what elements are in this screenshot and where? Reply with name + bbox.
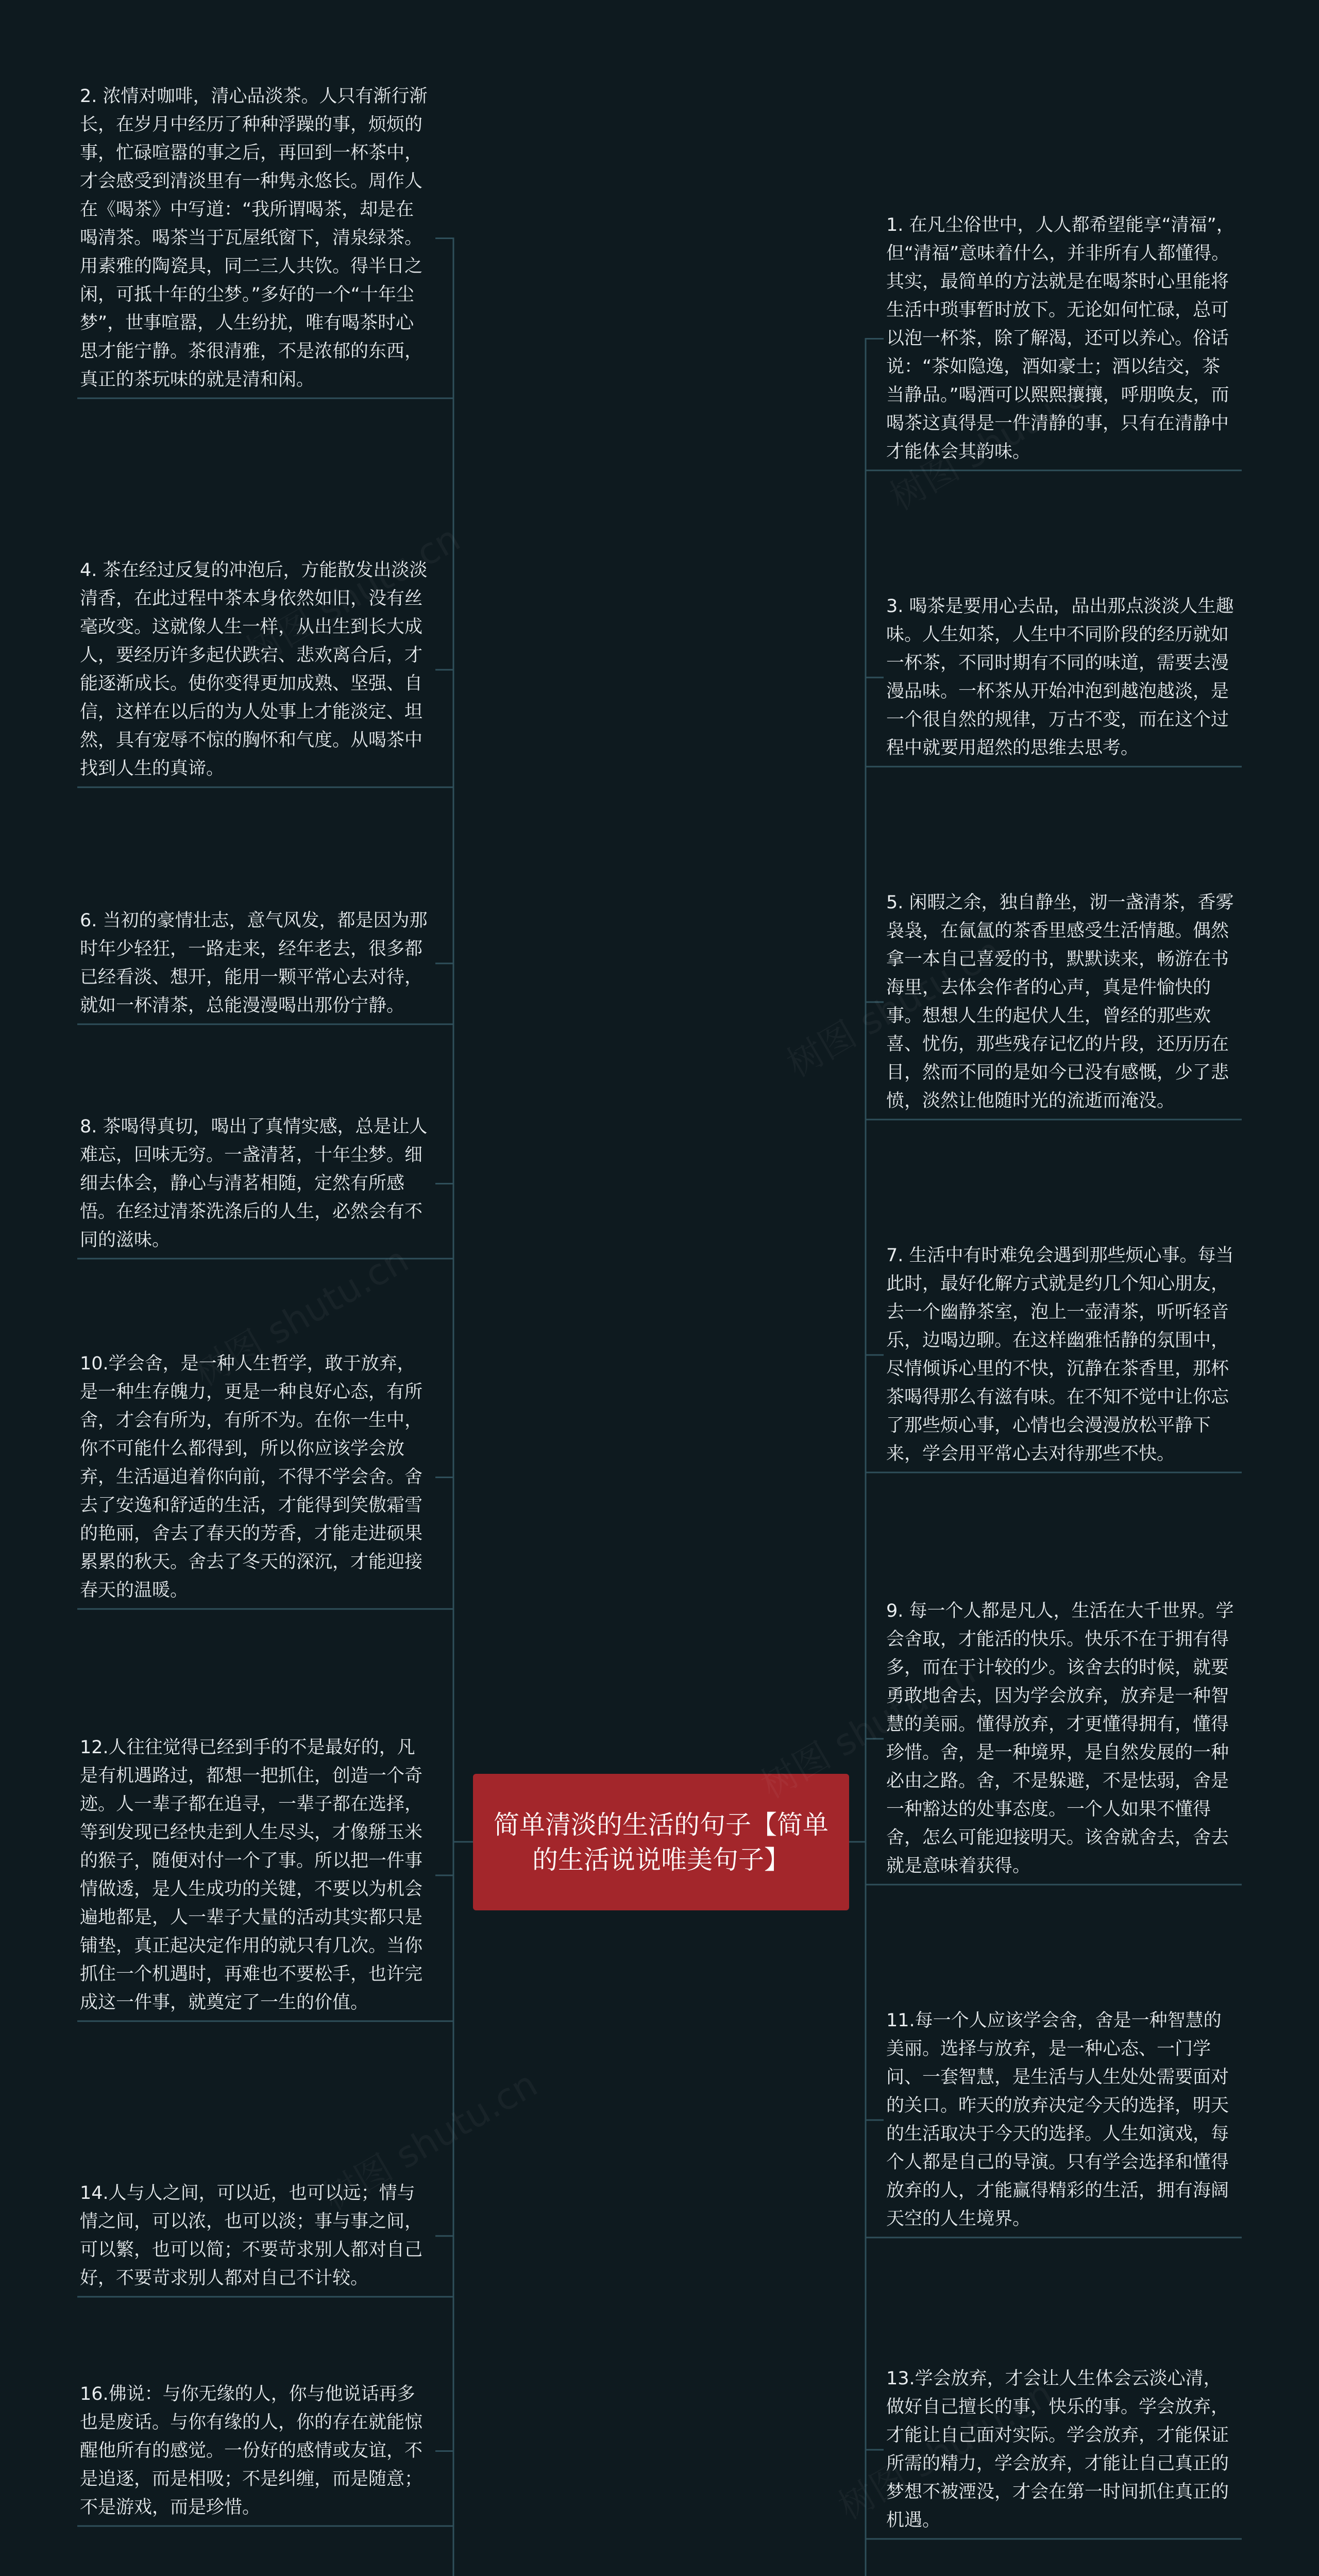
right-topic-node-1[interactable]: 1. 在凡尘俗世中，人人都希望能享“清福”，但“清福”意味着什么，并非所有人都懂得。其实，最简单的方法就是在喝茶时心里能将生活中琐事暂时放下。无论如何忙碌，总可以泡一杯茶，除了解渴，还可以养心。俗话说：“茶如隐逸，酒如豪士；酒以结交，茶当静品。”喝酒可以熙熙攘攘，呼朋唤友，而喝茶这真得是一件清静的事，只有在清静中才能体会其韵味。 <box>886 215 1235 462</box>
center-topic[interactable]: 简单清淡的生活的句子【简单的生活说说唯美句子】 <box>473 1774 849 1910</box>
right-topic-node-2[interactable]: 3. 喝茶是要用心去品，品出那点淡淡人生趣味。人生如茶，人生中不同阶段的经历就如一杯茶，不同时期有不同的味道，需要去漫漫品味。一杯茶从开始冲泡到越泡越淡，是一个很自然的规律，万古不变，而在这个过程中就要用超然的思维去思考。 <box>886 596 1234 758</box>
right-topic-node-7[interactable]: 13.学会放弃，才会让人生体会云淡心清，做好自己擅长的事，快乐的事。学会放弃，才能让自己面对实际。学会放弃，才能保证所需的精力，学会放弃，才能让自己真正的梦想不被湮没，才会在第一时间抓住真正的机遇。 <box>886 2368 1229 2531</box>
left-connector-5 <box>435 1478 473 1842</box>
left-topic-node-2[interactable]: 4. 茶在经过反复的冲泡后，方能散发出淡淡清香，在此过程中茶本身依然如旧，没有丝毫改变。这就像人生一样，从出生到长大成人，要经历许多起伏跌宕、悲欢离合后，才能逐渐成长。使你变得更加成熟、坚强、自信，这样在以后的为人处事上才能淡定、坦然，具有宠辱不惊的胸怀和气度。从喝茶中找到人生的真谛。 <box>80 560 428 779</box>
left-topic-node-3[interactable]: 6. 当初的豪情壮志，意气风发，都是因为那时年少轻狂，一路走来，经年老去，很多都已经看淡、想开，能用一颗平常心去对待，就如一杯清茶，总能漫漫喝出那份宁静。 <box>80 910 428 1016</box>
left-topic-node-1[interactable]: 2. 浓情对咖啡，清心品淡茶。人只有渐行渐长，在岁月中经历了种种浮躁的事，烦烦的事，忙碌喧嚣的事之后，再回到一杯茶中，才会感受到清淡里有一种隽永悠长。周作人在《喝茶》中写道：“我所谓喝茶，却是在喝清茶。喝茶当于瓦屋纸窗下，清泉绿茶。用素雅的陶瓷具，同二三人共饮。得半日之闲，可抵十年的尘梦。”多好的一个“十年尘梦”，世事喧嚣，人生纷扰，唯有喝茶时心思才能宁静。茶很清雅，不是浓郁的东西，真正的茶玩味的就是清和闲。 <box>80 86 428 390</box>
right-topic-node-5[interactable]: 9. 每一个人都是凡人，生活在大千世界。学会舍取，才能活的快乐。快乐不在于拥有得多，而在于计较的少。该舍去的时候，就要勇敢地舍去，因为学会放弃，放弃是一种智慧的美丽。懂得放弃，才更懂得拥有，懂得珍惜。舍，是一种境界，是自然发展的一种必由之路。舍，不是躲避，不是怯弱，舍是一种豁达的处事态度。一个人如果不懂得舍，怎么可能迎接明天。该舍就舍去，舍去就是意味着获得。 <box>886 1601 1234 1876</box>
right-connector-5 <box>849 1739 884 1842</box>
right-topic-node-3[interactable]: 5. 闲暇之余，独自静坐，沏一盏清茶，香雾袅袅，在氤氲的茶香里感受生活情趣。偶然拿一本自己喜爱的书，默默读来，畅游在书海里，去体会作者的心声，真是件愉快的事。想想人生的起伏人生，曾经的那些欢喜、忧伤，那些残存记忆的片段，还历历在目，然而不同的是如今已没有感慨，少了悲愤，淡然让他随时光的流逝而淹没。 <box>886 892 1234 1111</box>
left-connector-10 <box>435 1842 473 2576</box>
left-topic-node-8[interactable]: 16.佛说：与你无缘的人，你与他说话再多也是废话。与你有缘的人，你的存在就能惊醒他所有的感觉。一份好的感情或友谊，不是追逐，而是相吸；不是纠缠，而是随意；不是游戏，而是珍惜。 <box>80 2384 423 2518</box>
right-topic-node-6[interactable]: 11.每一个人应该学会舍，舍是一种智慧的美丽。选择与放弃，是一种心态、一门学问、一套智慧，是生活与人生处处需要面对的关口。昨天的放弃决定今天的选择，明天的生活取决于今天的选择。人生如演戏，每个人都是自己的导演。只有学会选择和懂得放弃的人，才能赢得精彩的生活，拥有海阔天空的人生境界。 <box>886 2010 1229 2229</box>
left-topic-node-5[interactable]: 10.学会舍，是一种人生哲学，敢于放弃，是一种生存魄力，更是一种良好心态，有所舍，才会有所为，有所不为。在你一生中，你不可能什么都得到，所以你应该学会放弃，生活逼迫着你向前，不得不学会舍。舍去了安逸和舒适的生活，才能得到笑傲霜雪的艳丽，舍去了春天的芳香，才能走进硕果累累的秋天。舍去了冬天的深沉，才能迎接春天的温暖。 <box>80 1353 423 1601</box>
left-topic-node-6[interactable]: 12.人往往觉得已经到手的不是最好的，凡是有机遇路过，都想一把抓住，创造一个奇迹。人一辈子都在追寻，一辈子都在选择，等到发现已经快走到人生尽头，才像掰玉米的猴子，随便对付一个了事。所以把一件事情做透，是人生成功的关键，不要以为机会遍地都是，人一辈子大量的活动其实都只是铺垫，真正起决定作用的就只有几次。当你抓住一个机遇时，再难也不要松手，也许完成这一件事，就奠定了一生的价值。 <box>80 1737 423 2013</box>
left-topic-node-4[interactable]: 8. 茶喝得真切，喝出了真情实感，总是让人难忘，回味无穷。一盏清茗，十年尘梦。细细去体会，静心与清茗相随，定然有所感悟。在经过清茶洗涤后的人生，必然会有不同的滋味。 <box>80 1116 428 1250</box>
right-connector-10 <box>849 1842 884 2576</box>
right-topic-node-4[interactable]: 7. 生活中有时难免会遇到那些烦心事。每当此时，最好化解方式就是约几个知心朋友，去一个幽静茶室，泡上一壶清茶，听听轻音乐，边喝边聊。在这样幽雅恬静的氛围中，尽情倾诉心里的不快，沉静在茶香里，那杯茶喝得那么有滋有味。在不知不觉中让你忘了那些烦心事，心情也会漫漫放松平静下来，学会用平常心去对待那些不快。 <box>886 1245 1234 1464</box>
left-topic-node-7[interactable]: 14.人与人之间，可以近，也可以远；情与情之间，可以浓，也可以淡；事与事之间，可以繁，也可以简；不要苛求别人都对自己好，不要苛求别人都对自己不计较。 <box>80 2183 423 2289</box>
